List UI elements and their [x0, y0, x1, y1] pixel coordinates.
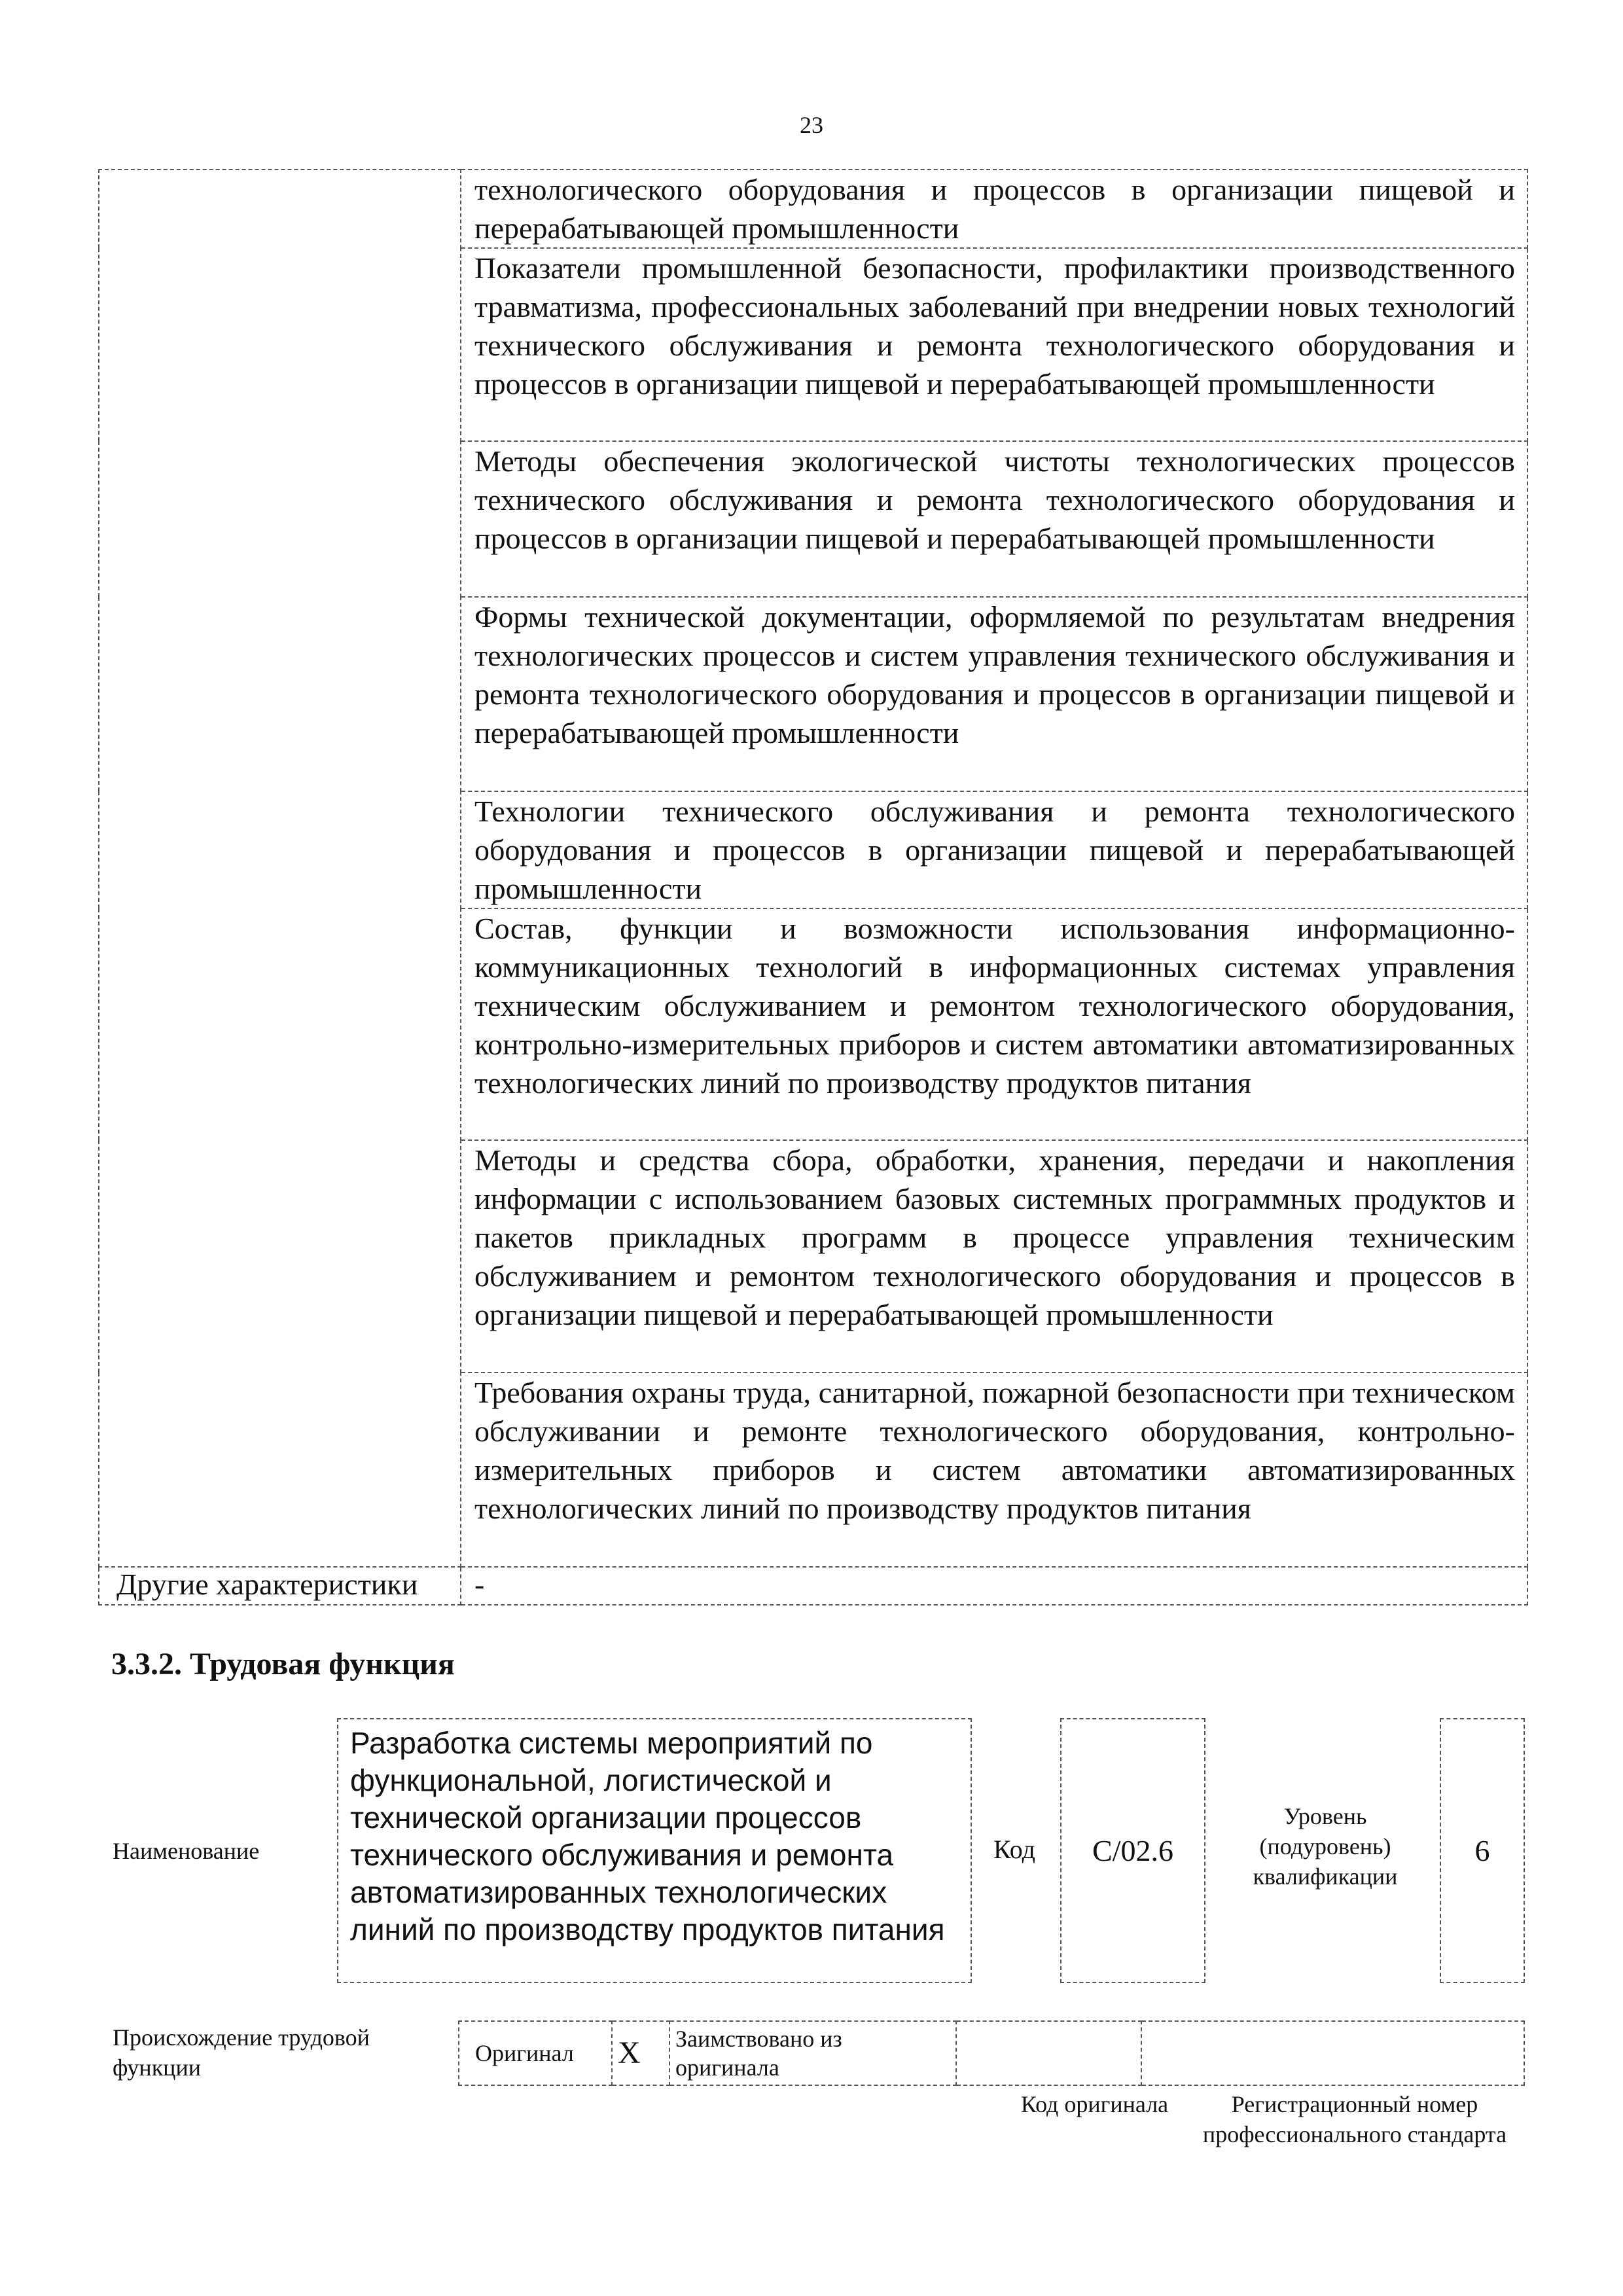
- registration-number-cell: [1141, 2021, 1524, 2085]
- original-label: Оригинал: [459, 2021, 612, 2085]
- knowledge-item: Формы технической документации, оформляемой по результатам внедрения технологических процессов и систем управления технического обслуживания и ремонта технологического оборудования и процессов в организации пищевой и перерабатывающей промышленности: [474, 600, 1515, 749]
- name-label: Наименование: [113, 1838, 260, 1864]
- origin-table: [458, 2020, 1525, 2086]
- origin-label: Происхождение трудовой функции: [113, 2024, 370, 2081]
- knowledge-item: Требования охраны труда, санитарной, пожарной безопасности при техническом обслуживании и ремонте технологического оборудования, контрольно-измерительных приборов и систем автоматики автоматизированных технологических линий по производству продуктов питания: [474, 1376, 1515, 1525]
- knowledge-item: технологического оборудования и процессов в организации пищевой и перерабатывающей промышленности: [474, 173, 1515, 245]
- code-box: C/02.6: [1060, 1718, 1205, 1983]
- function-name-box: Разработка системы мероприятий по функциональной, логистической и технической организации процессов технического обслуживания и ремонта автоматизированных технологических линий по производству продуктов питания: [337, 1718, 972, 1983]
- other-characteristics-label: Другие характеристики: [99, 1567, 461, 1605]
- page-number: 23: [800, 112, 823, 138]
- other-characteristics-value: -: [461, 1567, 1527, 1605]
- code-label: Код: [993, 1835, 1035, 1864]
- knowledge-item: Методы обеспечения экологической чистоты технологических процессов технического обслуживания и ремонта технологического оборудования и процессов в организации пищевой и перерабатывающей промышленности: [474, 444, 1515, 555]
- knowledge-item: Состав, функции и возможности использования информационно-коммуникационных технологий в информационных системах управления техническим обслуживанием и ремонтом технологического оборудования, контрольно-измерительных приборов и систем автоматики автоматизированных технологических линий по производству продуктов питания: [474, 912, 1515, 1100]
- knowledge-item: Методы и средства сбора, обработки, хранения, передачи и накопления информации с использованием базовых системных программных продуктов и пакетов прикладных программ в процессе управления техническим обслуживанием и ремонтом технологического оборудования и процессов в организации пищевой и перерабатывающей промышленности: [474, 1143, 1515, 1331]
- section-title: 3.3.2. Трудовая функция: [111, 1647, 455, 1681]
- borrowed-label: Заимствовано из оригинала: [669, 2021, 956, 2085]
- level-box: 6: [1440, 1718, 1525, 1983]
- original-code-cell: [956, 2021, 1141, 2085]
- code-caption: Код оригинала: [1020, 2091, 1169, 2117]
- other-characteristics-row: [99, 1567, 1527, 1605]
- original-mark: X: [612, 2021, 669, 2085]
- knowledge-item: Показатели промышленной безопасности, профилактики производственного травматизма, профессиональных заболеваний при внедрении новых технологий технического обслуживания и ремонта технологического оборудования и процессов в организации пищевой и перерабатывающей промышленности: [474, 251, 1515, 401]
- reg-caption: Регистрационный номер профессионального стандарта: [1202, 2091, 1507, 2147]
- level-label: Уровень (подуровень) квалификации: [1253, 1803, 1398, 1890]
- row-heading-cell: [99, 170, 461, 1567]
- knowledge-table: [98, 169, 1528, 1605]
- knowledge-row: [99, 170, 1527, 248]
- knowledge-item: Технологии технического обслуживания и ремонта технологического оборудования и процессов в организации пищевой и перерабатывающей промышленности: [474, 795, 1515, 905]
